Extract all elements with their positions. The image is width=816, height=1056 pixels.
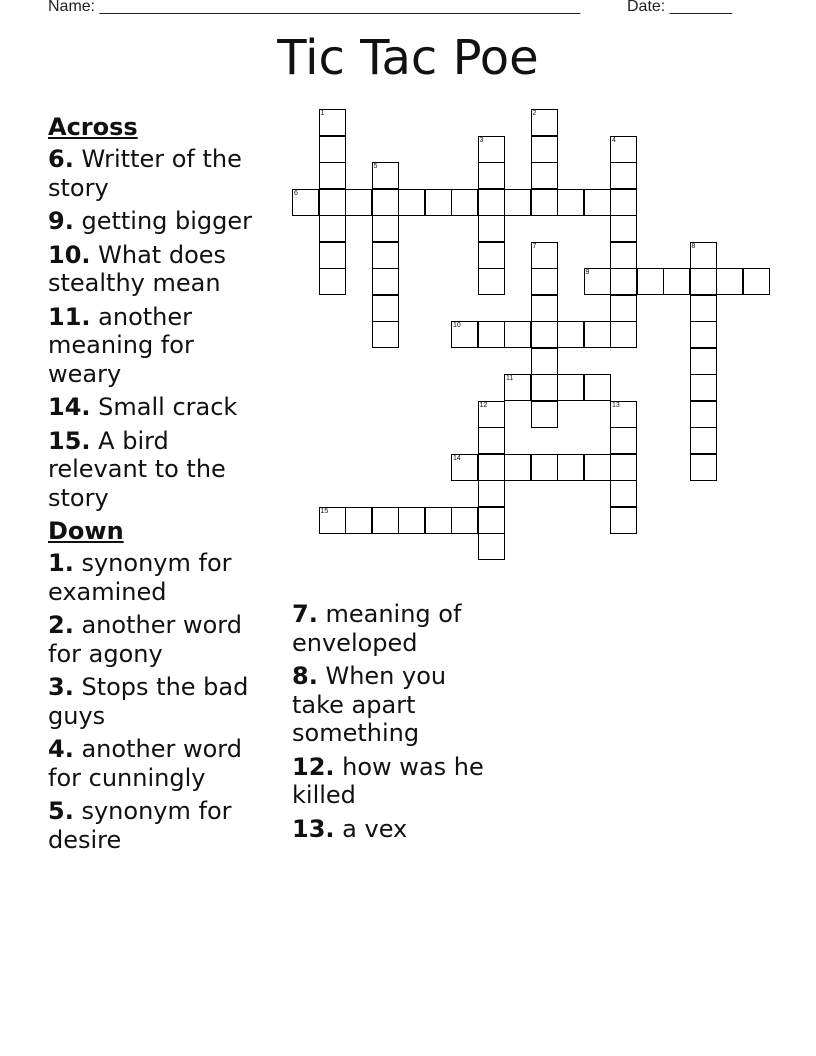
crossword-cell[interactable]: [584, 321, 611, 348]
crossword-cell[interactable]: [690, 295, 717, 322]
clue-text: When you take apart something: [292, 662, 447, 747]
cell-number: 4: [612, 136, 616, 144]
clue-down-3: [48, 673, 258, 730]
crossword-cell[interactable]: [478, 454, 505, 481]
clue-text: getting bigger: [81, 207, 253, 235]
cell-number: 1: [320, 110, 325, 117]
crossword-cell[interactable]: [478, 242, 505, 269]
crossword-cell[interactable]: [557, 321, 584, 348]
crossword-cell[interactable]: [478, 533, 505, 560]
clue-number: 10.: [48, 240, 91, 269]
cell-number: 14: [453, 454, 461, 462]
cell-number: 10: [453, 322, 461, 329]
clue-text: another word for cunningly: [48, 735, 242, 792]
clue-down-8: [292, 662, 502, 748]
crossword-cell[interactable]: [372, 162, 399, 189]
cell-number: 7: [532, 242, 537, 250]
crossword-cell[interactable]: [345, 189, 372, 216]
crossword-cell[interactable]: [319, 162, 346, 189]
clue-text: Stops the bad guys: [48, 673, 249, 730]
clue-number: 4.: [48, 735, 74, 763]
crossword-cell[interactable]: [345, 507, 372, 534]
clue-across-15: [48, 427, 258, 513]
crossword-cell[interactable]: [743, 268, 770, 295]
crossword-cell[interactable]: [557, 189, 584, 216]
crossword-cell[interactable]: [531, 242, 558, 269]
crossword-cell[interactable]: [504, 189, 531, 216]
crossword-cell[interactable]: [478, 268, 505, 295]
clue-text: another meaning for weary: [48, 302, 194, 388]
crossword-cell[interactable]: [478, 507, 505, 534]
crossword-cell[interactable]: [319, 136, 346, 163]
clue-column-right: [292, 600, 502, 848]
clue-number: 9.: [48, 207, 74, 235]
crossword-cell[interactable]: [478, 162, 505, 189]
crossword-cell[interactable]: [372, 507, 399, 534]
crossword-cell[interactable]: [690, 321, 717, 348]
cell-number: 8: [691, 242, 696, 250]
crossword-cell[interactable]: [531, 348, 558, 375]
crossword-cell[interactable]: [610, 295, 637, 322]
down-heading: Down: [48, 517, 124, 545]
crossword-cell[interactable]: [610, 401, 637, 428]
clue-number: 3.: [48, 673, 74, 701]
cell-number: 12: [479, 401, 488, 409]
across-heading: Across: [48, 113, 138, 141]
crossword-cell[interactable]: [319, 109, 346, 136]
clue-text: meaning of enveloped: [292, 600, 462, 657]
clue-number: 6.: [48, 145, 74, 173]
crossword-cell[interactable]: [531, 454, 558, 481]
date-field-label: Date: _______: [627, 0, 732, 15]
crossword-cell[interactable]: [451, 507, 478, 534]
clue-number: 2.: [48, 611, 74, 639]
crossword-cell[interactable]: [531, 268, 558, 295]
crossword-cell[interactable]: [584, 454, 611, 481]
clue-column-left: [48, 113, 258, 859]
crossword-cell[interactable]: [478, 189, 505, 216]
crossword-cell[interactable]: [372, 321, 399, 348]
crossword-cell[interactable]: [690, 374, 717, 401]
crossword-cell[interactable]: [610, 268, 637, 295]
clue-down-13: [292, 815, 502, 844]
clue-across-9: [48, 207, 258, 236]
crossword-cell[interactable]: [610, 189, 637, 216]
crossword-cell[interactable]: [425, 507, 452, 534]
crossword-cell[interactable]: [372, 215, 399, 242]
clue-down-5: [48, 797, 258, 854]
clue-number: 1.: [48, 549, 74, 577]
crossword-cell[interactable]: [478, 215, 505, 242]
clue-text: What does stealthy mean: [48, 240, 227, 297]
crossword-cell[interactable]: [504, 374, 531, 401]
crossword-cell[interactable]: [319, 268, 346, 295]
page-title: Tic Tac Poe: [277, 30, 539, 86]
crossword-cell[interactable]: [504, 321, 531, 348]
crossword-cell[interactable]: [292, 189, 319, 216]
crossword-cell[interactable]: [610, 321, 637, 348]
crossword-cell[interactable]: [610, 242, 637, 269]
crossword-cell[interactable]: [531, 109, 558, 136]
crossword-cell[interactable]: [478, 480, 505, 507]
cell-number: 6: [294, 189, 298, 197]
crossword-cell[interactable]: [451, 321, 478, 348]
clue-number: 5.: [48, 797, 74, 825]
clue-down-2: [48, 611, 258, 668]
crossword-cell[interactable]: [319, 507, 346, 534]
cell-number: 3: [479, 136, 484, 144]
clue-text: a vex: [342, 814, 408, 843]
clue-text: A bird relevant to the story: [48, 426, 226, 512]
clue-text: Small crack: [98, 393, 238, 421]
crossword-cell[interactable]: [557, 374, 584, 401]
crossword-cell[interactable]: [504, 454, 531, 481]
clue-number: 11.: [48, 302, 91, 331]
crossword-cell[interactable]: [531, 162, 558, 189]
crossword-cell[interactable]: [610, 215, 637, 242]
clue-number: 8.: [292, 662, 318, 690]
crossword-cell[interactable]: [690, 401, 717, 428]
crossword-cell[interactable]: [398, 189, 425, 216]
clue-text: Writter of the story: [48, 145, 242, 202]
clue-text: another word for agony: [48, 611, 242, 668]
crossword-cell[interactable]: [610, 162, 637, 189]
crossword-cell[interactable]: [610, 427, 637, 454]
clue-across-10: [48, 241, 258, 298]
clue-text: synonym for examined: [48, 549, 232, 606]
cell-number: 9: [585, 269, 590, 276]
name-field-label: Name: ______________________________________________________: [48, 0, 581, 15]
crossword-cell[interactable]: [372, 242, 399, 269]
cell-number: 13: [612, 401, 620, 409]
crossword-cell[interactable]: [557, 454, 584, 481]
crossword-cell[interactable]: [372, 189, 399, 216]
crossword-cell[interactable]: [451, 454, 478, 481]
cell-number: 2: [532, 110, 537, 117]
crossword-cell[interactable]: [610, 480, 637, 507]
crossword-cell[interactable]: [478, 427, 505, 454]
cell-number: 15: [320, 507, 329, 515]
crossword-cell[interactable]: [531, 189, 558, 216]
crossword-cell[interactable]: [319, 242, 346, 269]
clue-number: 12.: [292, 752, 335, 781]
clue-across-6: [48, 145, 258, 202]
crossword-cell[interactable]: [690, 242, 717, 269]
crossword-cell[interactable]: [610, 454, 637, 481]
crossword-cell[interactable]: [372, 268, 399, 295]
crossword-cell[interactable]: [663, 268, 690, 295]
crossword-cell[interactable]: [690, 427, 717, 454]
cell-number: 5: [373, 163, 378, 170]
crossword-cell[interactable]: [372, 295, 399, 322]
crossword-cell[interactable]: [584, 374, 611, 401]
crossword-cell[interactable]: [610, 507, 637, 534]
clue-number: 15.: [48, 426, 91, 455]
crossword-cell[interactable]: [584, 268, 611, 295]
crossword-cell[interactable]: [716, 268, 743, 295]
clue-down-12: [292, 753, 502, 810]
clue-across-14: [48, 393, 258, 422]
crossword-cell[interactable]: [690, 454, 717, 481]
crossword-cell[interactable]: [690, 348, 717, 375]
crossword-cell[interactable]: [531, 374, 558, 401]
crossword-cell[interactable]: [610, 136, 637, 163]
clue-text: synonym for desire: [48, 797, 232, 854]
clue-number: 7.: [292, 600, 318, 628]
crossword-cell[interactable]: [637, 268, 664, 295]
crossword-cell[interactable]: [319, 215, 346, 242]
clue-number: 13.: [292, 814, 335, 843]
crossword-cell[interactable]: [398, 507, 425, 534]
clue-down-4: [48, 735, 258, 792]
crossword-cell[interactable]: [478, 136, 505, 163]
clue-number: 14.: [48, 393, 91, 421]
crossword-cell[interactable]: [478, 321, 505, 348]
crossword-cell[interactable]: [531, 295, 558, 322]
crossword-cell[interactable]: [531, 136, 558, 163]
crossword-cell[interactable]: [319, 189, 346, 216]
crossword-cell[interactable]: [425, 189, 452, 216]
clue-down-1: [48, 549, 258, 606]
crossword-cell[interactable]: [531, 401, 558, 428]
crossword-cell[interactable]: [478, 401, 505, 428]
crossword-cell[interactable]: [690, 268, 717, 295]
clue-across-11: [48, 303, 258, 389]
clue-down-7: [292, 600, 502, 657]
clue-text: how was he killed: [292, 752, 484, 809]
crossword-cell[interactable]: [451, 189, 478, 216]
crossword-cell[interactable]: [584, 189, 611, 216]
cell-number: 11: [506, 375, 514, 382]
crossword-cell[interactable]: [531, 321, 558, 348]
